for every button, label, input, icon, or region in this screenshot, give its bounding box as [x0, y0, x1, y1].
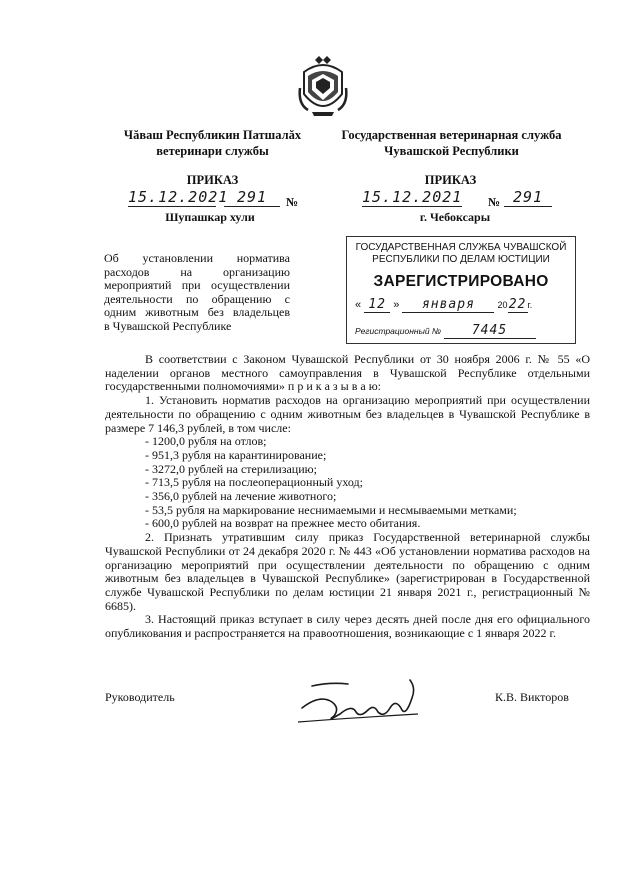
registration-stamp: [346, 236, 576, 344]
subject-line: мероприятий при осуществлении: [104, 278, 290, 292]
list-item: - 53,5 рубля на маркирование неснимаемыми и несмываемыми метками;: [145, 502, 517, 517]
stamp-month: января: [402, 297, 494, 313]
stamp-year: 22: [508, 297, 527, 312]
order-date-right: 15.12.2021: [362, 188, 463, 206]
stamp-registration: [355, 323, 567, 339]
header-left: [105, 127, 320, 159]
header-left-line2: ветеринари службы: [156, 144, 269, 158]
stamp-quote-open: «: [355, 299, 362, 311]
list-item: - 356,0 рублей на лечение животного;: [145, 489, 337, 504]
stamp-reg-label: Регистрационный №: [355, 326, 442, 336]
order-number-sign-left: №: [286, 195, 299, 209]
list-item: - 713,5 рубля на послеоперационный уход;: [145, 475, 363, 490]
stamp-year-prefix: 20: [497, 300, 508, 310]
chuvash-republic-emblem-icon: [298, 54, 348, 118]
signature-name: К.В. Викторов: [495, 690, 569, 704]
order-place-right: г. Чебоксары: [419, 210, 491, 224]
body-item-3: 3. Настоящий приказ вступает в силу через десять дней после дня его официального опубликования и распространяется на правоотношения, возникающие с 1 января 2022 г.: [105, 612, 590, 641]
subject-line: одним животным без владельцев: [104, 305, 290, 319]
order-body: [105, 353, 590, 641]
order-subject: [104, 252, 290, 333]
order-date-left: 15.12.2021: [128, 188, 229, 206]
header-right-line1: Государственная ветеринарная служба: [341, 128, 562, 142]
list-item: - 3272,0 рублей на стерилизацию;: [145, 461, 317, 476]
list-item: - 600,0 рублей на возврат на прежнее место обитания.: [145, 516, 421, 531]
stamp-date: [355, 297, 567, 313]
list-item: - 1200,0 рубля на отлов;: [145, 434, 267, 449]
stamp-quote-close: »: [393, 299, 400, 311]
subject-line: Об установлении норматива: [104, 251, 290, 265]
header-left-line1: Чăваш Республикин Патшалăх: [123, 128, 302, 142]
header-right: [334, 127, 569, 159]
body-item-1: 1. Установить норматив расходов на организацию мероприятий при осуществлении деятельности по обращению с одним животным без владельцев в Чувашской Республике в размере 7 146,3 рублей, в том числе:: [105, 393, 590, 435]
stamp-day: 12: [364, 297, 390, 313]
stamp-status: ЗАРЕГИСТРИРОВАНО: [373, 273, 549, 290]
list-item: - 951,3 рубля на карантинирование;: [145, 447, 327, 462]
stamp-year-suffix: г.: [527, 300, 533, 310]
signature-title: Руководитель: [105, 690, 175, 704]
order-number-sign-right: №: [488, 195, 501, 209]
body-intro: В соответствии с Законом Чувашской Республики от 30 ноября 2006 г. № 55 «О наделении органов местного самоуправления в Чувашской Республике отдельными государственными полномочиями» п р и к а з ы в а ю:: [105, 352, 590, 394]
order-title-left: ПРИКАЗ: [186, 173, 239, 187]
subject-line: в Чувашской Республике: [104, 318, 232, 333]
stamp-reg-number: 7445: [444, 323, 536, 339]
order-title-right: ПРИКАЗ: [424, 173, 477, 187]
handwritten-signature: [290, 668, 430, 728]
order-number-left: 291: [224, 188, 280, 207]
header-right-line2: Чувашской Республики: [384, 144, 519, 158]
stamp-organization: [347, 242, 575, 266]
stamp-org-line1: ГОСУДАРСТВЕННАЯ СЛУЖБА ЧУВАШСКОЙ: [355, 242, 567, 253]
subject-line: расходов на организацию: [104, 264, 290, 279]
stamp-org-line2: РЕСПУБЛИКИ ПО ДЕЛАМ ЮСТИЦИИ: [372, 254, 550, 265]
body-item-2: 2. Признать утратившим силу приказ Государственной ветеринарной службы Чувашской Республики от 24 декабря 2020 г. № 443 «Об установлении норматива расходов на организацию мероприятий при осуществлении деятельности по обращению с одним животным без владельцев в Чувашской Республике» (зарегистрирован в Государственной службе Чувашской Республики по делам юстиции 21 января 2021 г., регистрационный № 6685).: [105, 530, 590, 613]
order-number-right: 291: [504, 188, 552, 207]
subject-line: деятельности по обращению с: [104, 291, 290, 306]
order-place-left: Шупашкар хули: [165, 210, 255, 224]
